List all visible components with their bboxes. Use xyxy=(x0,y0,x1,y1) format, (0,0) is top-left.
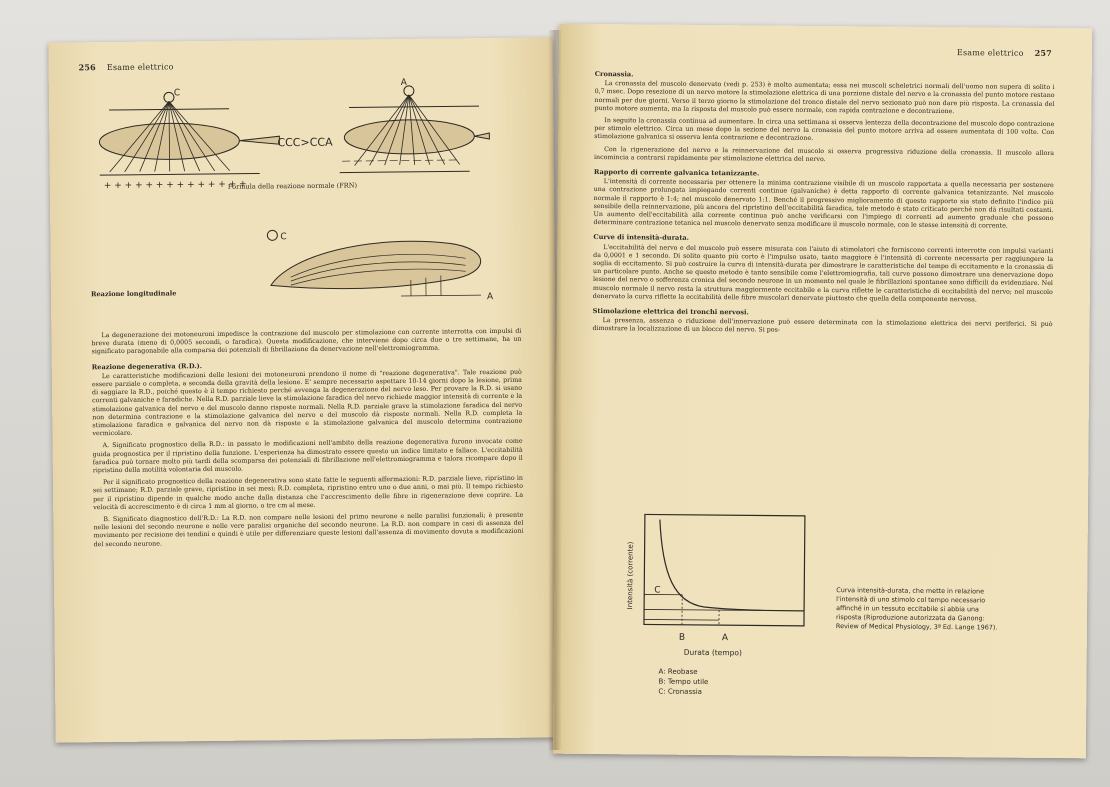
left-running-head xyxy=(79,61,174,72)
paragraph: La cronassia del muscolo denervato (vedi p. 253) è molto aumentata; essa nei muscoli scheletrici normali dell'uomo non supera di solito i 0,7 msec. Dopo resezione di un nervo motore la stimolazione elettrica di una porzione distale del nervo e la cronassia del punto motore restano normali per due giorni. Verso il terzo giorno la stimolazione del tronco distale del nervo sezionato può non dare più risposta. La cronassia del punto motore aumenta, ma la risposta del muscolo può essere normale, con rapida contrazione e decontrazione. xyxy=(594,80,1055,115)
intensity-duration-chart xyxy=(624,514,825,656)
figure2-caption: Reazione longitudinale xyxy=(90,289,177,299)
svg-text:+ + + + + + + + + + + + + +: + + + + + + + + + + + + + + xyxy=(103,179,247,192)
chart-xlabel: Durata (tempo) xyxy=(683,647,742,658)
left-page-number: 256 xyxy=(78,62,96,73)
svg-text:A: A xyxy=(400,77,408,88)
right-page-number: 257 xyxy=(1034,47,1053,58)
right-page xyxy=(553,24,1092,759)
chart-ylabel: Intensità (corrente) xyxy=(626,541,635,610)
section-heading-curve: Curve di intensità-durata. xyxy=(593,233,689,243)
legend-item: A: Reobase xyxy=(658,667,698,676)
paragraph: L'intensità di corrente necessaria per ottenere la minima contrazione visibile di un muscolo rapportata a quella necessaria per sostenere una contrazione prolungata impiegando correnti continue (galvaniche) è detta rapporto di corrente galvanica tetanizzante. Nel muscolo normale il rapporto è 1:4; nel muscolo denervato 1:1. Benché il progressivo miglioramento di questo rapporto sia stato definito l'indice più sensibile della reinnervazione, più ancora del ripristino dell'eccitabilità faradica, tale metodo è stato criticato perché non dà risultati costanti. Un aumento dell'eccitabilità alla corrente continua può anche verificarsi con l'impiego di correnti ad aumento graduale che possono determinare contrazione tetanica nel muscolo denervato senza modificare il muscolo normale, con le stesse intensità di corrente. xyxy=(593,178,1054,230)
left-body-text xyxy=(91,328,523,553)
intro-paragraph: La degenerazione dei motoneuroni impedisce la contrazione del muscolo per stimolazione con corrente interrotta con impulsi di breve durata (meno di 0,0005 secondi, o faradica). Questa modificazione, che interviene dopo circa due o tre settimane, ha un significato paragonabile alla comparsa dei potenziali di fibrillazione da denervazione nell'elettromiogramma. xyxy=(91,327,522,356)
paragraph: In seguito la cronassia continua ad aumentare. In circa una settimana si osserva lentezza della decontrazione del muscolo dopo contrazione per stimolo elettrico. Circa un mese dopo la sezione del nervo la cronassia del punto motore arriva ad essere aumentata di 100 volte. Con stimolazione galvanica si osserva lenta contrazione e decontrazione. xyxy=(594,117,1055,143)
fig2-label-a: A xyxy=(486,292,494,303)
paragraph: A. Significato prognostico della R.D.: in passato le modificazioni nell'ambito della reazione degenerativa furono invocate come guida prognostica per il ripristino della funzione. L'esperienza ha dimostrato essere questo un indice limitato e fallace. L'eccitabilità faradica può tornare molto più tardi della scomparsa dei potenziali di fibrillazione nell'elettromiogramma e talora ricompare dopo il ripristino della motilità volontaria del muscolo. xyxy=(92,438,523,475)
longitudinal-reaction-figure xyxy=(250,213,511,306)
paragraph: Le caratteristiche modificazioni delle lesioni dei motoneuroni prendono il nome di "reazione degenerativa". Tale reazione può essere parziale o completa, a seconda della gravità della lesione. E' sempre necessario aspettare 10-14 giorni dopo la lesione, prima di saggiare la R.D., poiché questo è il tempo richiesto perché avvenga la degenerazione del nervo leso. Per provare la R.D. si usano correnti galvaniche e faradiche. Nella R.D. parziale lieve la stimolazione faradica del nervo richiede maggior intensità di corrente e la stimolazione galvanica del nervo e del muscolo danno risposte normali. Nella R.D. parziale grave la stimolazione faradica del nervo non determina contrazione e la stimolazione galvanica del nervo e del muscolo dà risposte normali. Nella R.D. completa la stimolazione faradica e galvanica del nervo non dà risposte e la stimolazione galvanica del muscolo determina contrazione vermicolare. xyxy=(91,368,523,438)
left-page xyxy=(48,37,559,742)
figure1-caption: Formula della reazione normale (FRN) xyxy=(227,181,358,191)
section-heading-rapporto: Rapporto di corrente galvanica tetanizzante. xyxy=(593,168,760,178)
point-label-a: A xyxy=(721,633,729,644)
section-heading-reazione: Reazione degenerativa (R.D.). xyxy=(91,361,203,371)
chart-caption: Curva intensità-durata, che mette in relazione l'intensità di uno stimolo col tempo necessario affinché in un tessuto eccitabile si abbia una risposta (Riproduzione autorizzata da Ganong: Review of Medical Physiology, 3ª Ed. Lange 1967). xyxy=(835,586,998,632)
book-gutter xyxy=(548,30,562,750)
fig2-label-c: C xyxy=(280,232,287,243)
paragraph: La presenza, assenza o riduzione dell'innervazione può essere determinata con la stimolazione elettrica dei nervi periferici. Si può dimostrare la localizzazione di un blocco del nervo. Si pos- xyxy=(592,317,1053,335)
section-heading-cronassia: Cronassia. xyxy=(594,70,634,79)
paragraph: B. Significato diagnostico dell'R.D.: La R.D. non compare nelle lesioni del primo neurone e nelle paralisi funzionali; è presente nelle lesioni del secondo neurone e nelle vere paralisi organiche del secondo neurone. La R.D. non compare in casi di assenza del movimento per recisione dei tendini e quindi è utile per differenziare queste lesioni dall'assenza di movimento dovuta a modificazioni del secondo neurone. xyxy=(93,511,524,548)
point-label-b: B xyxy=(678,632,686,643)
svg-text:C: C xyxy=(173,88,181,99)
intensity-duration-curve xyxy=(659,520,805,611)
left-running-title: Esame elettrico xyxy=(106,62,174,73)
formula-label: CCC>CCA xyxy=(277,135,333,150)
chart-legend xyxy=(658,667,708,697)
paragraph: Per il significato prognostico della reazione degenerativa sono state fatte le seguenti affermazioni: R.D. parziale lieve, ripristino in sei settimane; R.D. parziale grave, ripristino in sei mesi; R.D. completa, ripristino entro uno o due anni, o mai più. Il tempo richiesto per il ripristino dipende in qualche modo anche dalla distanza che l'accrescimento delle fibre in rigenerazione deve coprire. La velocità di accrescimento è di circa 1 mm al giorno, o tre cm al mese. xyxy=(93,474,524,512)
paragraph: Con la rigenerazione del nervo e la reinnervazione del muscolo si osserva progressiva riduzione della cronassia. Il muscolo allora incomincia a contrarsi rapidamente per stimolazione elettrica del nervo. xyxy=(593,145,1055,163)
svg-text:— — — — — — — — — —: — — — — — — — — — — xyxy=(341,155,458,167)
right-body-text xyxy=(592,64,1054,342)
section-heading-stimolazione: Stimolazione elettrica dei tronchi nervosi. xyxy=(592,307,749,317)
legend-item: C: Cronassia xyxy=(658,687,703,696)
point-label-c: C xyxy=(654,585,661,596)
right-running-head xyxy=(957,47,1052,58)
right-running-title: Esame elettrico xyxy=(956,48,1024,58)
legend-item: B: Tempo utile xyxy=(658,677,709,687)
paragraph: L'eccitabilità del nervo e del muscolo può essere misurata con l'aiuto di stimolatori che forniscono correnti interrotte con impulsi varianti da 0,0001 e 1 secondo. Di solito quanto più corto è l'impulso usato, tanto maggiore è l'intensità di corrente necessaria per raggiungere la soglia di eccitamento. Si può costruire la curva di intensità-durata per dimostrare le caratteristiche del tempo di eccitamento e la cronassia di un particolare punto. Anche se questo metodo è tanto sensibile come l'elettromiografia, tali curve possono dimostrare una denervazione dopo lesione del nervo o sofferenza cronica del secondo neurone in un momento nel quale le fibrillazioni spontanee sono difficili da evidenziare. Nel muscolo normale il nervo resta la struttura maggiormente eccitabile e la curva riflette le caratteristiche di eccitabilità del nervo; nel muscolo denervato la curva riflette la eccitabilità delle fibre muscolari denervate piuttosto che quella della componente nervosa. xyxy=(592,243,1054,304)
